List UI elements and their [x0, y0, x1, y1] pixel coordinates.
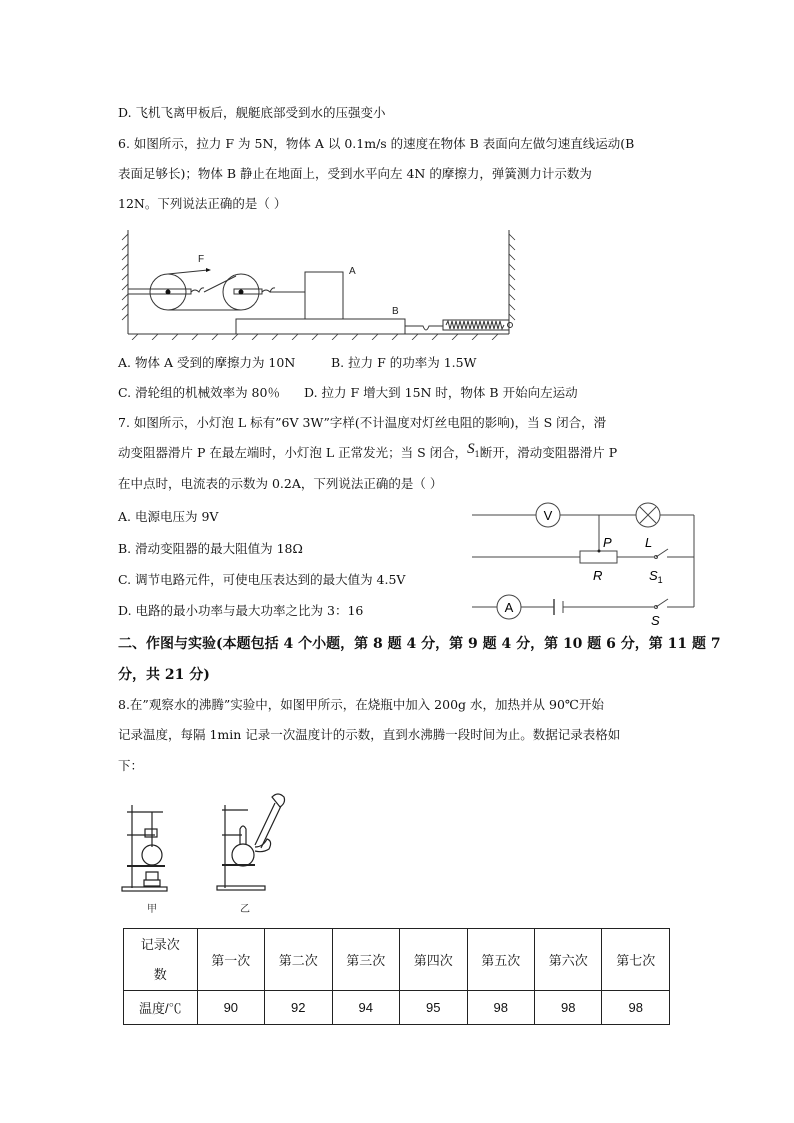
q7-stem-line: 在中点时，电流表的示数为 0.2A，下列说法正确的是（ ）: [118, 476, 443, 491]
q5-option-d: D. 飞机飞离甲板后，舰艇底部受到水的压强变小: [118, 105, 386, 120]
table-header-row: [124, 929, 670, 991]
force-label: F: [198, 254, 205, 265]
q6-option-d: D. 拉力 F 增大到 15N 时，物体 B 开始向左运动: [304, 385, 578, 400]
switch-s-icon: [656, 599, 668, 607]
slider-label: P: [603, 535, 612, 550]
table-header-cell: 第七次: [602, 929, 670, 991]
s1-subscript: 1: [474, 450, 480, 459]
q8-stem-line: 下：: [118, 758, 144, 773]
q7-option-a: A. 电源电压为 9V: [118, 509, 219, 524]
q6-stem-line: 表面足够长)；物体 B 静止在地面上，受到水平向左 4N 的摩擦力，弹簧测力计示数为: [118, 166, 592, 181]
boiling-apparatus-figure: [110, 785, 310, 925]
switch-label: S: [651, 613, 660, 628]
switch-s1-icon: [656, 549, 668, 557]
q7-option-b: B. 滑动变阻器的最大阻值为 18Ω: [118, 541, 303, 556]
q6-stem-line: 6. 如图所示，拉力 F 为 5N，物体 A 以 0.1m/s 的速度在物体 B 表面向左做匀速直线运动(B: [118, 136, 635, 151]
table-header-cell: 第五次: [467, 929, 534, 991]
resistor-icon: [580, 551, 617, 563]
switch1-label: $S_1$: [649, 568, 663, 585]
table-header-cell: 第四次: [400, 929, 467, 991]
figure-caption-yi: 乙: [240, 904, 250, 915]
q7-stem-line: [118, 441, 618, 464]
block-b: [236, 319, 405, 334]
table-cell: 94: [332, 991, 399, 1025]
table-header-label: 记录次 数: [124, 929, 198, 991]
block-a-label: A: [349, 266, 356, 277]
table-cell: 98: [602, 991, 670, 1025]
q6-option-a: A. 物体 A 受到的摩擦力为 10N: [118, 355, 296, 370]
q6-option-b: B. 拉力 F 的功率为 1.5W: [331, 355, 477, 370]
table-cell: 98: [467, 991, 534, 1025]
s1-symbol: S: [467, 441, 475, 457]
table-cell: 90: [197, 991, 264, 1025]
table-row-label: 温度/℃: [124, 991, 198, 1025]
table-cell: 92: [265, 991, 332, 1025]
q7-stem-text: 断开，滑动变阻器滑片 P: [479, 445, 618, 460]
section-heading: 二、作图与实验(本题包括 4 个小题，第 8 题 4 分，第 9 题 4 分，第 10 题 6 分，第 11 题 7: [118, 636, 721, 652]
voltmeter-label: V: [543, 508, 553, 523]
pulley-diagram: [118, 222, 518, 340]
table-header-cell: 第一次: [197, 929, 264, 991]
figure-caption-jia: 甲: [147, 904, 157, 915]
resistor-label: R: [593, 568, 603, 583]
table-header-cell: 第六次: [534, 929, 601, 991]
ammeter-label: A: [504, 600, 514, 615]
block-b-label: B: [392, 306, 399, 317]
table-header-cell: 第三次: [332, 929, 399, 991]
q8-stem-line: 记录温度，每隔 1min 记录一次温度计的示数，直到水沸腾一段时间为止。数据记录表格如: [118, 727, 621, 742]
q7-option-c: C. 调节电路元件，可使电压表达到的最大值为 4.5V: [118, 572, 406, 587]
q6-option-c: C. 滑轮组的机械效率为 80％: [118, 385, 280, 400]
block-a: [305, 272, 343, 319]
section-heading: 分，共 21 分): [118, 667, 210, 683]
table-header-cell: 第二次: [265, 929, 332, 991]
table-cell: 95: [400, 991, 467, 1025]
circuit-diagram: [465, 500, 700, 630]
q6-stem-line: 12N。下列说法正确的是（ ）: [118, 196, 287, 211]
q7-stem-line: 7. 如图所示，小灯泡 L 标有”6V 3W”字样(不计温度对灯丝电阻的影响)，当 S 闭合，滑: [118, 415, 607, 430]
temperature-table: [123, 928, 670, 1025]
table-row: [124, 991, 670, 1025]
table-cell: 98: [534, 991, 601, 1025]
q7-option-d: D. 电路的最小功率与最大功率之比为 3：16: [118, 603, 364, 618]
q8-stem-line: 8.在”观察水的沸腾”实验中，如图甲所示，在烧瓶中加入 200g 水，加热并从 90℃开始: [118, 697, 604, 712]
lamp-label: L: [645, 535, 653, 550]
q7-stem-text: 动变阻器滑片 P 在最左端时，小灯泡 L 正常发光；当 S 闭合，: [118, 445, 468, 460]
